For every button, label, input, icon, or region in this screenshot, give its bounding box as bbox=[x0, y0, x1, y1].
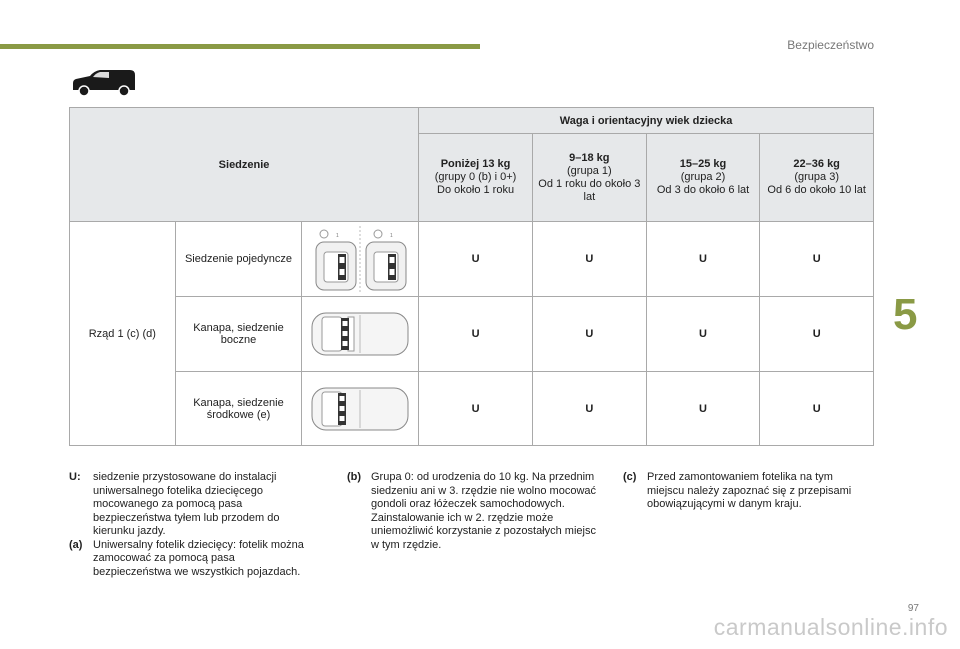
top-accent-bar bbox=[0, 44, 480, 49]
seat-label: Kanapa, siedzenie środkowe (e) bbox=[175, 372, 302, 446]
rating-cell: U bbox=[419, 222, 533, 297]
category-header: 9–18 kg (grupa 1) Od 1 roku do około 3 lat bbox=[532, 134, 646, 222]
van-icon bbox=[70, 68, 138, 98]
rating-cell: U bbox=[419, 297, 533, 372]
single-seat-diagram-icon bbox=[302, 222, 419, 297]
chapter-number: 5 bbox=[893, 290, 918, 339]
weight-age-header: Waga i orientacyjny wiek dziecka bbox=[419, 108, 874, 134]
svg-text:1: 1 bbox=[336, 233, 339, 239]
table-row bbox=[70, 297, 874, 372]
rating-cell: U bbox=[532, 297, 646, 372]
rating-cell: U bbox=[646, 297, 760, 372]
rating-cell: U bbox=[760, 372, 874, 446]
notes-column-3 bbox=[623, 471, 868, 512]
bench-center-seat-diagram-icon bbox=[302, 372, 419, 446]
section-title: Bezpieczeństwo bbox=[787, 38, 874, 52]
rating-cell: U bbox=[760, 297, 874, 372]
row-group-label: Rząd 1 (c) (d) bbox=[70, 222, 176, 446]
bench-side-seat-diagram-icon bbox=[302, 297, 419, 372]
rating-cell: U bbox=[646, 372, 760, 446]
note-a: (a) Uniwersalny fotelik dziecięcy: fotelik można zamocować za pomocą pasa bezpieczeństwa we wszystkich pojazdach. bbox=[69, 538, 304, 578]
notes-column-1 bbox=[69, 471, 309, 579]
svg-text:1: 1 bbox=[390, 233, 393, 239]
note-b: (b) Grupa 0: od urodzenia do 10 kg. Na przednim siedzeniu ani w 3. rzędzie nie wolno mocować gondoli oraz łóżeczek samochodowych. Zainstalowanie ich w 2. rzędzie może uniemożliwić korzystanie z pozostałych miejsc w tym rzędzie. bbox=[347, 471, 597, 551]
rating-cell: U bbox=[760, 222, 874, 297]
category-header: 22–36 kg (grupa 3) Od 6 do około 10 lat bbox=[760, 134, 874, 222]
rating-cell: U bbox=[532, 222, 646, 297]
seat-label: Siedzenie pojedyncze bbox=[175, 222, 302, 297]
rating-cell: U bbox=[646, 222, 760, 297]
seat-label: Kanapa, siedzenie boczne bbox=[175, 297, 302, 372]
child-seat-table bbox=[69, 107, 874, 446]
table-row bbox=[70, 222, 874, 297]
note-c: (c) Przed zamontowaniem fotelika na tym miejscu należy zapoznać się z przepisami obowiązującymi w danym kraju. bbox=[623, 471, 852, 510]
notes-column-2 bbox=[347, 471, 597, 552]
table-row bbox=[70, 372, 874, 446]
note-u: U: siedzenie przystosowane do instalacji uniwersalnego fotelika dziecięcego mocowanego za pomocą pasa bezpieczeństwa tyłem lub przodem do kierunku jazdy. bbox=[69, 471, 280, 537]
watermark: carmanualsonline.info bbox=[713, 614, 948, 640]
page-number: 97 bbox=[907, 603, 919, 614]
rating-cell: U bbox=[532, 372, 646, 446]
category-header: Poniżej 13 kg (grupy 0 (b) i 0+) Do około 1 roku bbox=[419, 134, 533, 222]
seat-column-header: Siedzenie bbox=[70, 108, 419, 222]
category-header: 15–25 kg (grupa 2) Od 3 do około 6 lat bbox=[646, 134, 760, 222]
rating-cell: U bbox=[419, 372, 533, 446]
